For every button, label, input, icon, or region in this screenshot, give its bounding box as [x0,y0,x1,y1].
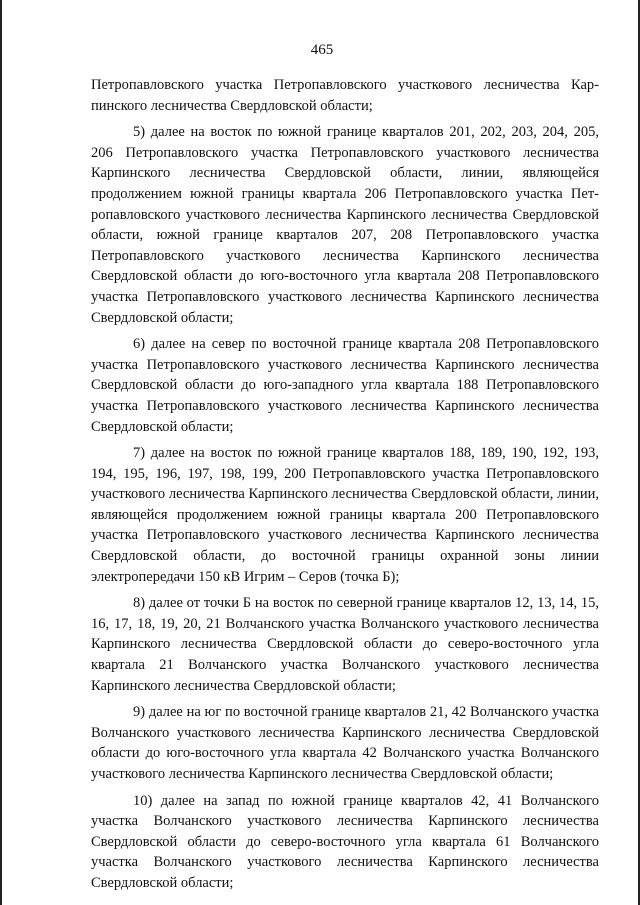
paragraph-item-8: 8) далее от точки Б на восток по северной границе кварталов 12, 13, 14, 15, 16, 17, 18, 19, 20, 21 Волчанского участка Волчанского участкового лесничества Карпинского лесничества Свердловской области до северо-восточного угла квартала 21 Волчанского участка Волчанского участкового лесничества Карпинского лесничества Свердловской области; [91,595,599,694]
paragraph-item-5: 5) далее на восток по южной границе кварталов 201, 202, 203, 204, 205, 206 Петропавловского участка Петропавловского участкового лесничества Карпинского лесничества Свердловской области, линии, являющейся продолжением южной границы квартала 206 Петропавловского участка Петропавловского участкового лесничества Карпинского лесничества Свердловской области, южной границе кварталов 207, 208 Петропавловского участка Петропавловского участкового лесничества Карпинского лесничества Свердловской области до юго-восточного угла квартала 208 Петропавловского участка Петропавловского участкового лесничества Карпинского лесничества Свердловской области; [91,124,599,326]
paragraph-continuation: Петропавловского участка Петропавловского участкового лесничества Карпинского лесничества Свердловской области; [91,77,599,114]
paragraph-item-9: 9) далее на юг по восточной границе кварталов 21, 42 Волчанского участка Волчанского участкового лесничества Карпинского лесничества Свердловской области до юго-восточного угла квартала 42 Волчанского участка Волчанского участкового лесничества Карпинского лесничества Свердловской области; [91,704,599,782]
paragraph-item-10: 10) далее на запад по южной границе кварталов 42, 41 Волчанского участка Волчанского участкового лесничества Карпинского лесничества Свердловской области до северо-восточного угла квартала 61 Волчанского участка Волчанского участкового лесничества Карпинского лесничества Свердловской области; [91,792,599,891]
page-number: 465 [310,42,334,58]
document-body [91,75,599,900]
paragraph-item-6: 6) далее на север по восточной границе квартала 208 Петропавловского участка Петропавловского участкового лесничества Карпинского лесничества Свердловской области до юго-западного угла квартала 188 Петропавловского участка Петропавловского участкового лесничества Карпинского лесничества Свердловской области; [91,336,599,435]
paragraph-item-7: 7) далее на восток по южной границе кварталов 188, 189, 190, 192, 193, 194, 195, 196, 197, 198, 199, 200 Петропавловского участка Петропавловского участкового лесничества Карпинского лесничества Свердловской области, линии, являющейся продолжением южной границы квартала 200 Петропавловского участка Петропавловского участкового лесничества Карпинского лесничества Свердловской области, до восточной границы охранной зоны линии электропередачи 150 кВ Игрим – Серов (точка Б); [91,445,599,585]
